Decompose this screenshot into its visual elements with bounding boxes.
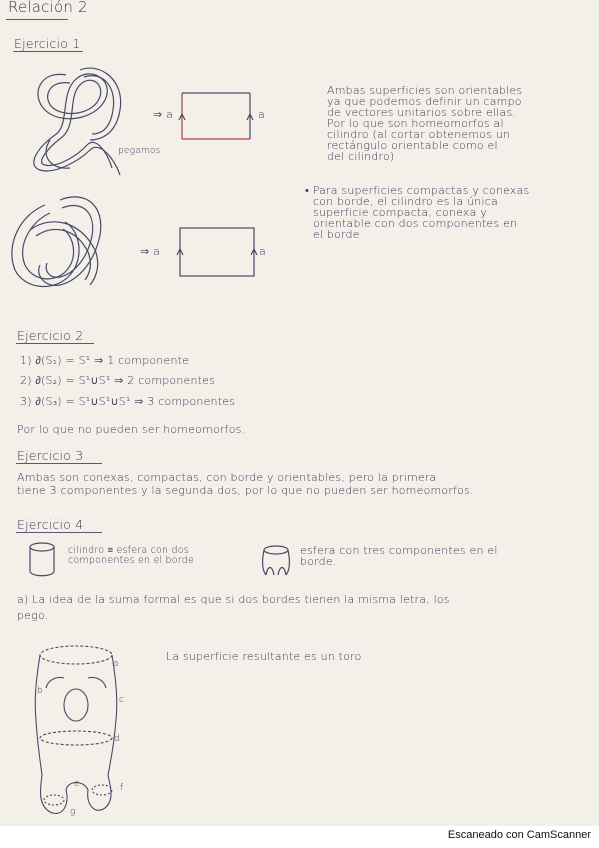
ex3-line-2: tiene 3 componentes y la segunda dos, por lo que no pueden ser homeomorfos. [17,484,474,497]
rectangle-2 [177,228,257,276]
ex2-heading: Ejercicio 2 [17,328,84,343]
result-text: La superficie resultante es un toro [166,650,362,663]
ex1-p2-line: superficie compacta, conexa y [313,206,487,219]
ex1-p1-line: ya que podemos definir un campo [327,95,522,108]
ex2-line-3: 3) ∂(S₃) = S¹∪S¹∪S¹ ⇒ 3 componentes [20,395,236,408]
ex3-line-1: Ambas son conexas, compactas, con borde y orientables, pero la primera [17,471,437,484]
ex1-p2-line: el borde [313,228,360,241]
sphere-label-line-2: borde. [300,555,337,568]
rectangle-1 [179,93,253,139]
camscanner-footer: Escaneado con CamScanner [447,829,591,841]
rect2-right-label: a [259,245,266,258]
sphere-three-boundaries-icon [263,546,290,575]
knotted-band-figure-2 [12,197,101,287]
letter-f: f [120,783,124,793]
ex1-p1-line: Ambas superficies son orientables [327,84,523,97]
letter-a: a [113,659,119,669]
page-title: Relación 2 [8,0,88,16]
letter-g: g [70,807,76,817]
cylinder-label-line-1: cilindro ≡ esfera con dos [68,545,189,556]
ex1-p1-line: Por lo que son homeomorfos al [327,117,504,130]
rect2-left-label: ⇒ a [140,245,161,258]
ex1-p1-line: de vectores unitarios sobre ellas. [327,106,517,119]
ex2-conclusion: Por lo que no pueden ser homeomorfos. [17,423,246,436]
ex1-p1-line: rectángulo orientable como el [327,139,498,152]
ex1-p2-line: con borde, el cilindro es la única [313,195,498,208]
ex4-underline [16,532,102,533]
ex3-underline [16,463,102,464]
ex1-p1-line: del cilindro) [327,150,395,163]
letter-b: b [37,686,43,696]
ex2-line-1: 1) ∂(S₁) = S¹ ⇒ 1 componente [20,354,190,367]
ex1-p1-line: cilindro (al cortar obtenemos un [327,128,511,141]
twisted-band-figure-1 [34,68,121,175]
rect1-left-label: ⇒ a [153,108,174,121]
part-a-line-1: a) La idea de la suma formal es que si dos bordes tienen la misma letra, los [17,593,450,606]
letter-d: d [114,734,120,744]
sphere-label-line-1: esfera con tres componentes en el [300,544,498,557]
letter-c: c [119,695,125,705]
ex2-line-2: 2) ∂(S₂) = S¹∪S¹ ⇒ 2 componentes [20,374,216,387]
ex2-underline [16,343,94,344]
ex1-heading: Ejercicio 1 [14,36,81,51]
rect1-right-label: a [258,108,265,121]
ex1-p2-line: • Para superficies compactas y conexas [305,184,530,197]
cylinder-icon [30,543,54,576]
ex1-p2-line: orientable con dos componentes en [313,217,518,230]
part-a-line-2: pego. [17,609,49,622]
ex4-heading: Ejercicio 4 [17,517,84,532]
letter-e: e [74,779,80,789]
label-pegamos: pegamos [118,146,161,156]
ex3-heading: Ejercicio 3 [17,448,84,463]
cylinder-label-line-2: componentes en el borde [68,555,195,566]
